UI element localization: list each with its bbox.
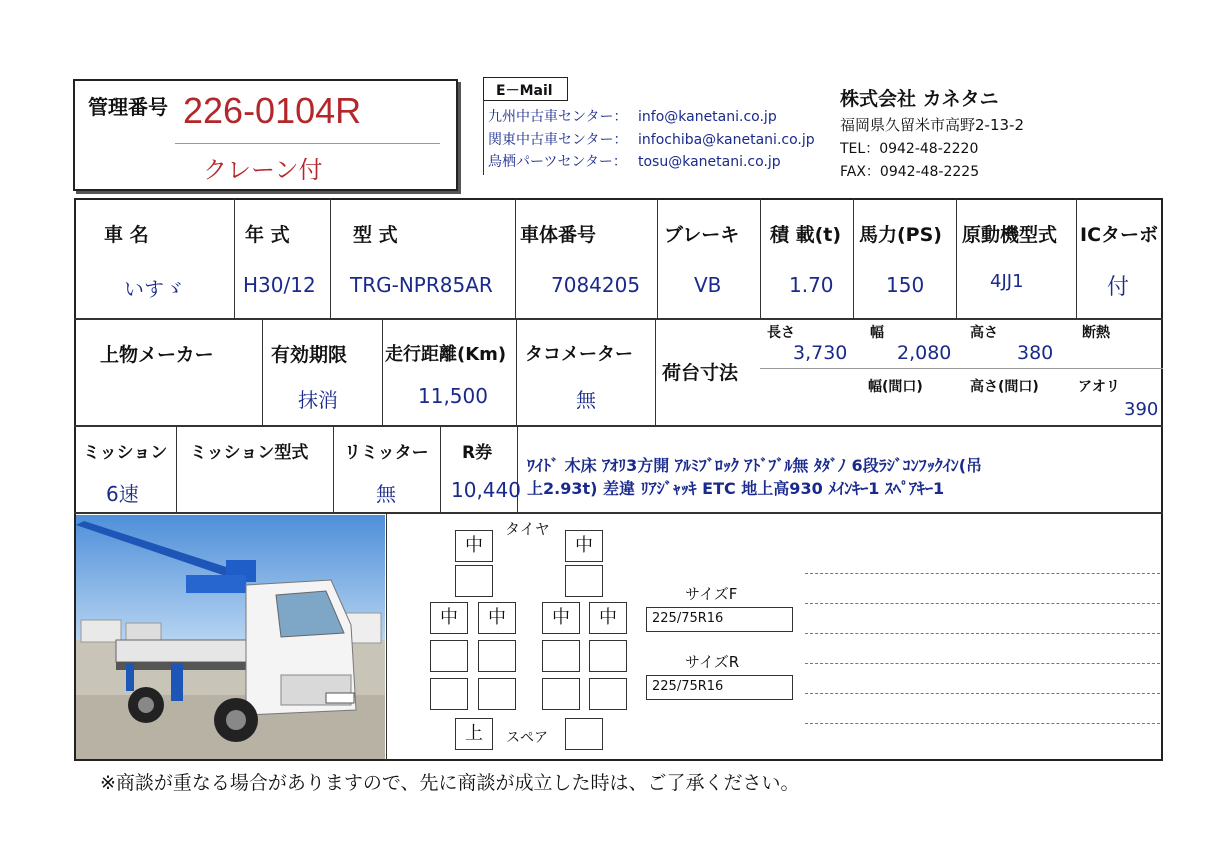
email-side-line [483, 100, 484, 175]
dim-height-label: 高さ [970, 325, 998, 341]
value-transmission: 6速 [106, 482, 139, 506]
note-line [805, 723, 1160, 724]
tire-spare-blank [565, 718, 603, 750]
email-center-tosu: 鳥栖パーツセンター： [488, 154, 627, 170]
value-limiter: 無 [376, 482, 396, 506]
value-ic-turbo: 付 [1107, 275, 1130, 300]
header-transmission: ミッション [83, 443, 168, 463]
dim-length-label: 長さ [767, 325, 795, 341]
note-line [805, 573, 1160, 574]
email-address-tosu[interactable]: tosu@kanetani.co.jp [638, 154, 781, 170]
dim-height-open-label: 高さ(間口) [970, 379, 1039, 395]
header-brake: ブレーキ [664, 224, 740, 246]
company-tel: TEL：0942-48-2220 [840, 141, 979, 157]
row-divider-3 [74, 512, 1163, 514]
company-name: 株式会社 カネタニ [840, 88, 999, 110]
email-label: E－Mail [496, 83, 553, 99]
dim-insulation-label: 断熱 [1082, 325, 1110, 341]
r2-col-line [655, 318, 656, 425]
size-rear-label: サイズR [685, 653, 740, 671]
header-mileage: 走行距離(Km) [385, 344, 507, 365]
tire-front-left-blank [455, 565, 493, 597]
r2-col-line [262, 318, 263, 425]
header-r-ken: R券 [462, 443, 493, 463]
size-rear-value: 225/75R16 [652, 679, 724, 694]
value-brake: VB [694, 273, 722, 297]
tire-front-right-blank [565, 565, 603, 597]
tire-rear-left-inner: 中 [478, 602, 516, 634]
r3-col-line [176, 425, 177, 512]
header-engine-model: 原動機型式 [962, 224, 1058, 246]
note-line [805, 633, 1160, 634]
tire-rear-left-outer: 中 [430, 602, 468, 634]
header-year: 年 式 [245, 224, 290, 246]
value-model: TRG-NPR85AR [350, 273, 493, 297]
kanri-label: 管理番号 [88, 95, 168, 119]
value-mileage: 11,500 [418, 384, 488, 408]
dim-length-value: 3,730 [793, 342, 848, 364]
photo-divider [386, 512, 387, 761]
value-chassis-number: 7084205 [551, 273, 641, 297]
r2-col-line [382, 318, 383, 425]
company-fax: FAX：0942-48-2225 [840, 164, 980, 180]
value-year: H30/12 [243, 273, 316, 297]
value-engine-model: 4JJ1 [990, 271, 1024, 292]
value-load: 1.70 [789, 273, 834, 297]
dim-width-value: 2,080 [897, 342, 952, 364]
note-line [805, 603, 1160, 604]
r1-col-line [330, 198, 331, 318]
email-row-kyushu [488, 106, 777, 126]
r1-col-line [956, 198, 957, 318]
tire-blank [589, 640, 627, 672]
truck-photo [76, 515, 385, 759]
header-load: 積 載(t) [770, 224, 842, 246]
tire-front-left: 中 [455, 530, 493, 562]
r1-col-line [853, 198, 854, 318]
header-transmission-model: ミッション型式 [190, 443, 309, 463]
tire-label: タイヤ [505, 520, 550, 538]
note-line [805, 693, 1160, 694]
cargo-dimensions-label: 荷台寸法 [662, 362, 739, 384]
email-center-kyushu: 九州中古車センター： [488, 109, 628, 125]
header-horsepower: 馬力(PS) [859, 224, 942, 246]
header-ic-turbo: ICターボ [1080, 224, 1159, 246]
kanri-number: 226-0104R [183, 90, 362, 131]
header-chassis-number: 車体番号 [520, 224, 597, 246]
tire-spare: 上 [455, 718, 493, 750]
truck-illustration [76, 515, 385, 759]
r2-dim-divider [760, 368, 1163, 369]
tire-blank [478, 678, 516, 710]
footer-note: ※商談が重なる場合がありますので、先に商談が成立した時は、ご了承ください。 [100, 772, 800, 794]
r1-col-line [1076, 198, 1077, 318]
dim-height-value: 380 [1017, 342, 1054, 364]
row-divider-2 [74, 425, 1163, 427]
dim-width-open-label: 幅(間口) [868, 379, 923, 395]
r1-col-line [234, 198, 235, 318]
tire-rear-right-outer: 中 [589, 602, 627, 634]
kanri-divider [175, 143, 440, 144]
kanri-subtitle: クレーン付 [203, 156, 323, 184]
size-front-value: 225/75R16 [652, 611, 724, 626]
dim-width-label: 幅 [870, 325, 884, 341]
value-tachometer: 無 [576, 388, 596, 412]
value-horsepower: 150 [886, 273, 925, 297]
email-row-tosu [488, 151, 781, 171]
tire-blank [478, 640, 516, 672]
header-expiry: 有効期限 [271, 344, 348, 366]
email-row-kanto [488, 129, 815, 149]
tire-blank [542, 640, 580, 672]
value-r-ken: 10,440 [451, 478, 521, 502]
r2-col-line [516, 318, 517, 425]
dim-aori-label: アオリ [1078, 379, 1120, 395]
value-expiry: 抹消 [298, 388, 338, 412]
r3-col-line [333, 425, 334, 512]
row-divider-1 [74, 318, 1163, 320]
equipment-notes-line-1: ﾜｲﾄﾞ 木床 ｱｵﾘ3方開 ｱﾙﾐﾌﾞﾛｯｸ ｱﾄﾞﾌﾞﾙ無 ﾀﾀﾞﾉ 6段ﾗｼﾞｺﾝﾌｯｸｲﾝ(吊 [527, 456, 983, 475]
header-body-maker: 上物メーカー [100, 344, 214, 366]
header-model: 型 式 [353, 224, 398, 246]
tire-rear-right-inner: 中 [542, 602, 580, 634]
email-center-kanto: 関東中古車センター： [488, 132, 628, 148]
email-address-kyushu[interactable]: info@kanetani.co.jp [638, 109, 777, 125]
tire-front-right: 中 [565, 530, 603, 562]
equipment-notes-line-2: 上2.93t) 差違 ﾘｱｼﾞｬｯｷ ETC 地上高930 ﾒｲﾝｷｰ1 ｽﾍﾟｱｷｰ1 [527, 479, 945, 498]
r1-col-line [760, 198, 761, 318]
tire-blank [430, 678, 468, 710]
r1-col-line [657, 198, 658, 318]
r1-col-line [515, 198, 516, 318]
dim-aori-value: 390 [1124, 399, 1159, 420]
header-tachometer: タコメーター [525, 344, 633, 365]
company-address: 福岡県久留米市高野2-13-2 [840, 116, 1024, 134]
tire-blank [589, 678, 627, 710]
value-car-name: いすゞ [124, 277, 184, 301]
spare-label: スペア [506, 730, 548, 746]
header-car-name: 車 名 [104, 224, 149, 246]
email-address-kanto[interactable]: infochiba@kanetani.co.jp [638, 132, 815, 148]
note-line [805, 663, 1160, 664]
tire-blank [542, 678, 580, 710]
size-front-label: サイズF [685, 585, 738, 603]
r3-col-line [440, 425, 441, 512]
header-limiter: リミッター [344, 443, 429, 463]
tire-blank [430, 640, 468, 672]
